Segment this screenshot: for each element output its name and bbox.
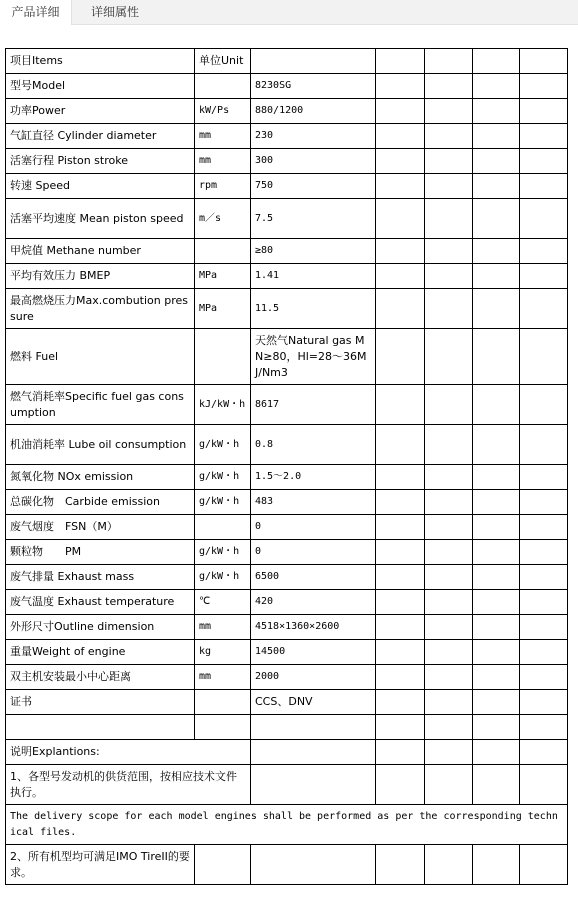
spec-item: 氮氧化物 NOx emission	[6, 465, 195, 490]
empty-cell	[376, 199, 425, 239]
spec-value	[251, 49, 376, 74]
spec-item: 甲烷值 Methane number	[6, 239, 195, 264]
empty-cell	[473, 264, 520, 289]
spec-item: 活塞平均速度 Mean piston speed	[6, 199, 195, 239]
spec-item: 燃气消耗率Specific fuel gas consumption	[6, 385, 195, 425]
empty-cell	[425, 49, 473, 74]
spec-unit: g/kW・h	[195, 425, 251, 465]
empty-cell	[425, 199, 473, 239]
empty-cell	[520, 515, 568, 540]
spec-value: CCS、DNV	[251, 690, 376, 715]
empty-cell	[520, 490, 568, 515]
empty-cell	[376, 329, 425, 385]
spec-unit	[195, 329, 251, 385]
table-row	[6, 740, 568, 765]
empty-cell	[473, 490, 520, 515]
spec-unit	[195, 515, 251, 540]
empty-cell	[473, 425, 520, 465]
spec-unit: MPa	[195, 289, 251, 329]
spec-item: 燃料 Fuel	[6, 329, 195, 385]
table-row	[6, 590, 568, 615]
spec-value: 8230SG	[251, 74, 376, 99]
table-row	[6, 565, 568, 590]
empty-cell	[473, 74, 520, 99]
empty-cell	[473, 590, 520, 615]
empty-cell	[520, 385, 568, 425]
table-row	[6, 74, 568, 99]
empty-cell	[473, 640, 520, 665]
spec-item: 活塞行程 Piston stroke	[6, 149, 195, 174]
empty-cell	[520, 74, 568, 99]
empty-cell	[473, 565, 520, 590]
empty-cell	[473, 665, 520, 690]
empty-cell	[520, 264, 568, 289]
spec-item: 证书	[6, 690, 195, 715]
spec-unit: g/kW・h	[195, 490, 251, 515]
empty-cell	[425, 765, 473, 805]
spec-value: 1.41	[251, 264, 376, 289]
spec-item: 机油消耗率 Lube oil consumption	[6, 425, 195, 465]
spec-value: 1.5～2.0	[251, 465, 376, 490]
empty-cell	[425, 74, 473, 99]
empty-cell	[376, 715, 425, 740]
spec-item: 最高燃烧压力Max.combution pressure	[6, 289, 195, 329]
spec-item: 颗粒物 PM	[6, 540, 195, 565]
spec-value: 300	[251, 149, 376, 174]
notes-heading: 说明Explantions:	[6, 740, 251, 765]
spec-item: 重量Weight of engine	[6, 640, 195, 665]
empty-cell	[376, 540, 425, 565]
spec-item: 功率Power	[6, 99, 195, 124]
empty-cell	[520, 149, 568, 174]
empty-cell	[520, 124, 568, 149]
spec-unit: g/kW・h	[195, 565, 251, 590]
empty-cell	[376, 740, 425, 765]
note-2: 2、所有机型均可满足IMO TireII的要求。	[6, 845, 195, 885]
spec-value: ≥80	[251, 239, 376, 264]
empty-cell	[425, 239, 473, 264]
spec-unit	[195, 74, 251, 99]
empty-cell	[425, 565, 473, 590]
table-row	[6, 490, 568, 515]
spec-value: 14500	[251, 640, 376, 665]
empty-cell	[425, 174, 473, 199]
empty-cell	[520, 239, 568, 264]
empty-cell	[473, 124, 520, 149]
empty-cell	[376, 49, 425, 74]
empty-cell	[376, 590, 425, 615]
note-1-chinese: 1、各型号发动机的供货范围，按相应技术文件执行。	[6, 765, 251, 805]
spec-unit: kg	[195, 640, 251, 665]
empty-cell	[376, 490, 425, 515]
empty-cell	[520, 740, 568, 765]
spec-unit: ℃	[195, 590, 251, 615]
empty-cell	[425, 289, 473, 329]
spec-value: 230	[251, 124, 376, 149]
empty-cell	[251, 765, 376, 805]
note-1-english: The delivery scope for each model engines shall be performed as per the corresponding technical files.	[6, 805, 568, 845]
empty-cell	[376, 74, 425, 99]
empty-cell	[425, 540, 473, 565]
spec-value: 0	[251, 540, 376, 565]
spec-unit	[195, 690, 251, 715]
spec-item: 型号Model	[6, 74, 195, 99]
table-row	[6, 149, 568, 174]
empty-cell	[520, 99, 568, 124]
empty-cell	[473, 329, 520, 385]
empty-cell	[376, 845, 425, 885]
empty-cell	[425, 149, 473, 174]
empty-cell	[376, 465, 425, 490]
empty-cell	[425, 665, 473, 690]
spec-unit: mm	[195, 124, 251, 149]
empty-cell	[473, 385, 520, 425]
empty-cell	[520, 289, 568, 329]
table-row	[6, 615, 568, 640]
table-row	[6, 385, 568, 425]
table-row	[6, 715, 568, 740]
spec-unit: 单位Unit	[195, 49, 251, 74]
empty-cell	[251, 845, 376, 885]
spec-value	[251, 715, 376, 740]
table-row	[6, 845, 568, 885]
table-row	[6, 465, 568, 490]
table-row	[6, 765, 568, 805]
table-row	[6, 49, 568, 74]
table-row	[6, 640, 568, 665]
table-row	[6, 540, 568, 565]
empty-cell	[376, 174, 425, 199]
empty-cell	[376, 765, 425, 805]
spec-item: 废气温度 Exhaust temperature	[6, 590, 195, 615]
empty-cell	[376, 124, 425, 149]
tab-bar	[0, 0, 578, 25]
empty-cell	[520, 49, 568, 74]
empty-cell	[425, 124, 473, 149]
empty-cell	[520, 640, 568, 665]
empty-cell	[376, 565, 425, 590]
table-row	[6, 289, 568, 329]
table-row	[6, 174, 568, 199]
table-row	[6, 99, 568, 124]
spec-value: 4518×1360×2600	[251, 615, 376, 640]
empty-cell	[425, 465, 473, 490]
table-row	[6, 124, 568, 149]
empty-cell	[520, 425, 568, 465]
empty-cell	[376, 385, 425, 425]
empty-cell	[376, 665, 425, 690]
empty-cell	[425, 99, 473, 124]
empty-cell	[520, 565, 568, 590]
empty-cell	[251, 740, 376, 765]
spec-unit: rpm	[195, 174, 251, 199]
spec-table	[5, 48, 568, 885]
table-row	[6, 425, 568, 465]
empty-cell	[425, 264, 473, 289]
tab-product-details[interactable]: 产品详细	[0, 0, 72, 25]
spec-unit: mm	[195, 665, 251, 690]
spec-item: 双主机安装最小中心距离	[6, 665, 195, 690]
empty-cell	[520, 329, 568, 385]
empty-cell	[473, 49, 520, 74]
spec-value: 天然气Natural gas MN≥80，Hl=28～36MJ/Nm3	[251, 329, 376, 385]
empty-cell	[425, 690, 473, 715]
spec-value: 6500	[251, 565, 376, 590]
empty-cell	[425, 615, 473, 640]
empty-cell	[520, 174, 568, 199]
table-row	[6, 690, 568, 715]
empty-cell	[473, 740, 520, 765]
spec-value: 8617	[251, 385, 376, 425]
empty-cell	[425, 715, 473, 740]
spec-unit: mm	[195, 149, 251, 174]
spec-item: 平均有效压力 BMEP	[6, 264, 195, 289]
empty-cell	[425, 329, 473, 385]
empty-cell	[473, 99, 520, 124]
empty-cell	[473, 174, 520, 199]
empty-cell	[473, 690, 520, 715]
spec-item: 转速 Speed	[6, 174, 195, 199]
spec-item: 废气排量 Exhaust mass	[6, 565, 195, 590]
empty-cell	[473, 465, 520, 490]
spec-item: 废气烟度 FSN（M）	[6, 515, 195, 540]
spec-value: 11.5	[251, 289, 376, 329]
spec-unit: kJ/kW・h	[195, 385, 251, 425]
empty-cell	[376, 149, 425, 174]
empty-cell	[473, 289, 520, 329]
empty-cell	[425, 845, 473, 885]
spec-value: 2000	[251, 665, 376, 690]
spec-unit: g/kW・h	[195, 465, 251, 490]
spec-value: 0.8	[251, 425, 376, 465]
empty-cell	[520, 665, 568, 690]
empty-cell	[520, 845, 568, 885]
table-row	[6, 329, 568, 385]
table-row	[6, 264, 568, 289]
empty-cell	[520, 615, 568, 640]
empty-cell	[473, 515, 520, 540]
empty-cell	[473, 540, 520, 565]
empty-cell	[520, 199, 568, 239]
empty-cell	[520, 590, 568, 615]
empty-cell	[376, 425, 425, 465]
empty-cell	[376, 515, 425, 540]
empty-cell	[425, 740, 473, 765]
spec-unit	[195, 715, 251, 740]
empty-cell	[425, 515, 473, 540]
spec-value: 420	[251, 590, 376, 615]
empty-cell	[425, 490, 473, 515]
empty-cell	[520, 715, 568, 740]
spec-item	[6, 715, 195, 740]
empty-cell	[520, 465, 568, 490]
empty-cell	[376, 615, 425, 640]
spec-value: 7.5	[251, 199, 376, 239]
spec-value: 750	[251, 174, 376, 199]
empty-cell	[376, 264, 425, 289]
empty-cell	[376, 289, 425, 329]
spec-value: 0	[251, 515, 376, 540]
spec-unit	[195, 239, 251, 264]
spec-unit: g/kW・h	[195, 540, 251, 565]
spec-value: 483	[251, 490, 376, 515]
empty-cell	[473, 845, 520, 885]
spec-unit: MPa	[195, 264, 251, 289]
spec-unit: mm	[195, 615, 251, 640]
empty-cell	[425, 425, 473, 465]
empty-cell	[520, 765, 568, 805]
spec-unit: m／s	[195, 199, 251, 239]
empty-cell	[520, 690, 568, 715]
table-row	[6, 665, 568, 690]
spec-item: 气缸直径 Cylinder diameter	[6, 124, 195, 149]
empty-cell	[473, 199, 520, 239]
empty-cell	[425, 590, 473, 615]
spec-item: 总碳化物 Carbide emission	[6, 490, 195, 515]
empty-cell	[473, 715, 520, 740]
spec-item: 项目Items	[6, 49, 195, 74]
empty-cell	[473, 149, 520, 174]
empty-cell	[425, 385, 473, 425]
table-row	[6, 199, 568, 239]
empty-cell	[473, 765, 520, 805]
empty-cell	[425, 640, 473, 665]
spec-item: 外形尺寸Outline dimension	[6, 615, 195, 640]
tab-detailed-attributes[interactable]: 详细属性	[90, 5, 139, 19]
table-row	[6, 805, 568, 845]
empty-cell	[376, 640, 425, 665]
table-row	[6, 239, 568, 264]
empty-cell	[376, 99, 425, 124]
empty-cell	[195, 845, 251, 885]
empty-cell	[473, 615, 520, 640]
empty-cell	[376, 239, 425, 264]
empty-cell	[376, 690, 425, 715]
spec-unit: kW/Ps	[195, 99, 251, 124]
spec-value: 880/1200	[251, 99, 376, 124]
table-row	[6, 515, 568, 540]
empty-cell	[520, 540, 568, 565]
empty-cell	[473, 239, 520, 264]
